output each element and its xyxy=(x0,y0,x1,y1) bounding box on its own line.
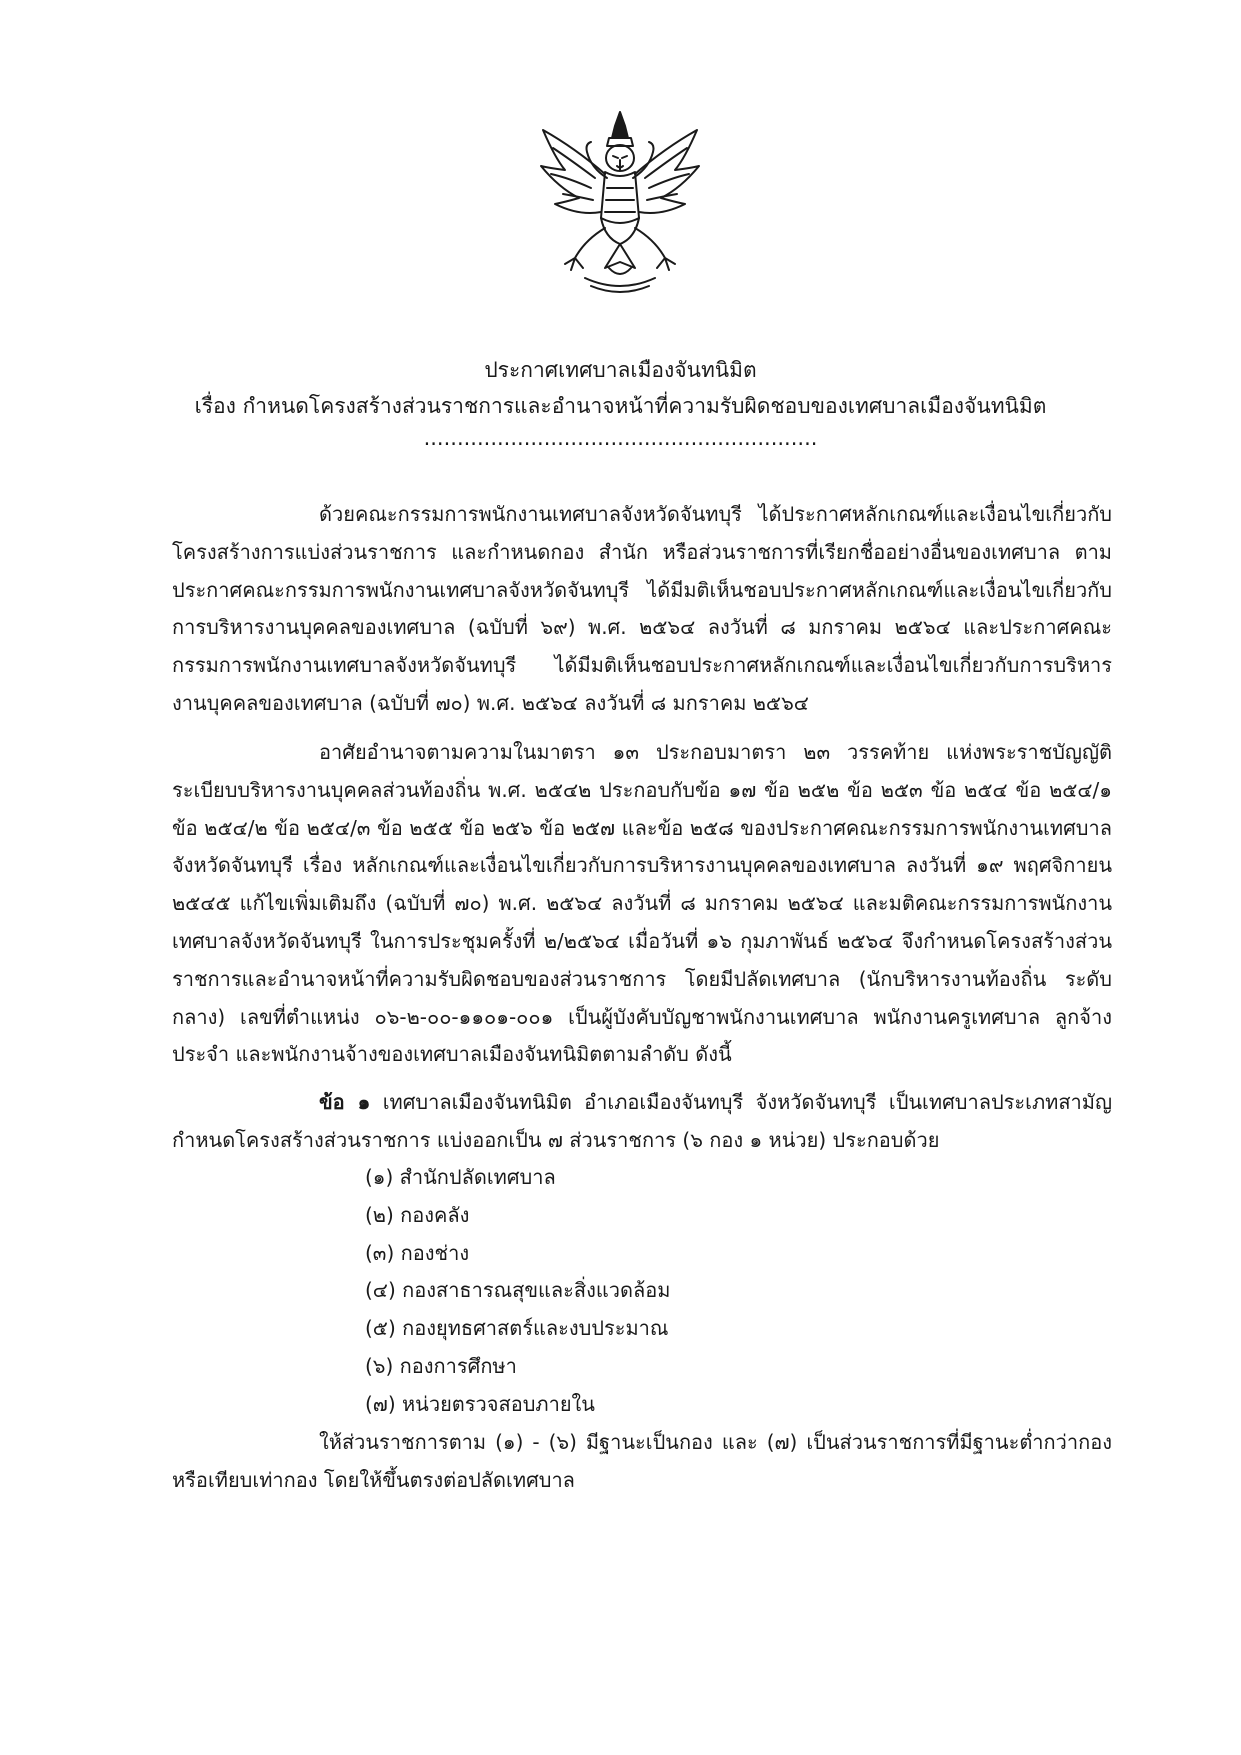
document-title: ประกาศเทศบาลเมืองจันทนิมิต xyxy=(484,358,757,382)
document-subject: เรื่อง กำหนดโครงสร้างส่วนราชการและอำนาจหน้าที่ความรับผิดชอบของเทศบาลเมืองจันทนิมิต xyxy=(194,394,1047,418)
list-item: (๖) กองการศึกษา xyxy=(365,1353,517,1378)
list-item: (๕) กองยุทธศาสตร์และงบประมาณ xyxy=(365,1316,669,1341)
clause-1-label: ข้อ ๑ xyxy=(319,1090,371,1114)
paragraph-status: ให้ส่วนราชการตาม (๑) - (๖) มีฐานะเป็นกอง และ (๗) เป็นส่วนราชการที่มีฐานะต่ำกว่ากองหรือเทียบเท่ากอง โดยให้ขึ้นตรงต่อปลัดเทศบาล xyxy=(172,1430,1112,1492)
list-item: (๔) กองสาธารณสุขและสิ่งแวดล้อม xyxy=(365,1278,671,1303)
list-item: (๒) กองคลัง xyxy=(365,1202,470,1227)
garuda-emblem-icon xyxy=(535,108,705,298)
paragraph-authority: อาศัยอำนาจตามความในมาตรา ๑๓ ประกอบมาตรา ๒๓ วรรคท้าย แห่งพระราชบัญญัติระเบียบบริหารงานบุคคลส่วนท้องถิ่น พ.ศ. ๒๕๔๒ ประกอบกับข้อ ๑๗ ข้อ ๒๕๒ ข้อ ๒๕๓ ข้อ ๒๕๔ ข้อ ๒๕๔/๑ ข้อ ๒๕๔/๒ ข้อ ๒๕๔/๓ ข้อ ๒๕๕ ข้อ ๒๕๖ ข้อ ๒๕๗ และข้อ ๒๕๘ ของประกาศคณะกรรมการพนักงานเทศบาลจังหวัดจันทบุรี เรื่อง หลักเกณฑ์และเงื่อนไขเกี่ยวกับการบริหารงานบุคคลของเทศบาล ลงวันที่ ๑๙ พฤศจิกายน ๒๕๔๕ แก้ไขเพิ่มเติมถึง (ฉบับที่ ๗๐) พ.ศ. ๒๕๖๔ ลงวันที่ ๘ มกราคม ๒๕๖๔ และมติคณะกรรมการพนักงานเทศบาลจังหวัดจันทบุรี ในการประชุมครั้งที่ ๒/๒๕๖๔ เมื่อวันที่ ๑๖ กุมภาพันธ์ ๒๕๖๔ จึงกำหนดโครงสร้างส่วนราชการและอำนาจหน้าที่ความรับผิดชอบของส่วนราชการ โดยมีปลัดเทศบาล (นักบริหารงานท้องถิ่น ระดับกลาง) เลขที่ตำแหน่ง ๐๖-๒-๐๐-๑๑๐๑-๐๐๑ เป็นผู้บังคับบัญชาพนักงานเทศบาล พนักงานครูเทศบาล ลูกจ้างประจำ และพนักงานจ้างของเทศบาลเมืองจันทนิมิตตามลำดับ ดังนี้ xyxy=(172,740,1112,1067)
list-item: (๑) สำนักปลัดเทศบาล xyxy=(365,1165,556,1189)
unit-list xyxy=(365,1159,670,1424)
title-separator: ........................................................... xyxy=(423,428,818,448)
list-item: (๓) กองช่าง xyxy=(365,1240,470,1265)
clause-1 xyxy=(172,1084,1112,1160)
clause-1-text: เทศบาลเมืองจันทนิมิต อำเภอเมืองจันทบุรี จังหวัดจันทบุรี เป็นเทศบาลประเภทสามัญ กำหนดโครงสร้างส่วนราชการ แบ่งออกเป็น ๗ ส่วนราชการ (๖ กอง ๑ หน่วย) ประกอบด้วย xyxy=(172,1090,1112,1152)
paragraph-preamble: ด้วยคณะกรรมการพนักงานเทศบาลจังหวัดจันทบุรี ได้ประกาศหลักเกณฑ์และเงื่อนไขเกี่ยวกับโครงสร้างการแบ่งส่วนราชการ และกำหนดกอง สำนัก หรือส่วนราชการที่เรียกชื่ออย่างอื่นของเทศบาล ตามประกาศคณะกรรมการพนักงานเทศบาลจังหวัดจันทบุรี ได้มีมติเห็นชอบประกาศหลักเกณฑ์และเงื่อนไขเกี่ยวกับการบริหารงานบุคคลของเทศบาล (ฉบับที่ ๖๙) พ.ศ. ๒๕๖๔ ลงวันที่ ๘ มกราคม ๒๕๖๔ และประกาศคณะกรรมการพนักงานเทศบาลจังหวัดจันทบุรี ได้มีมติเห็นชอบประกาศหลักเกณฑ์และเงื่อนไขเกี่ยวกับการบริหารงานบุคคลของเทศบาล (ฉบับที่ ๗๐) พ.ศ. ๒๕๖๔ ลงวันที่ ๘ มกราคม ๒๕๖๔ xyxy=(172,502,1112,715)
list-item: (๗) หน่วยตรวจสอบภายใน xyxy=(365,1391,595,1416)
